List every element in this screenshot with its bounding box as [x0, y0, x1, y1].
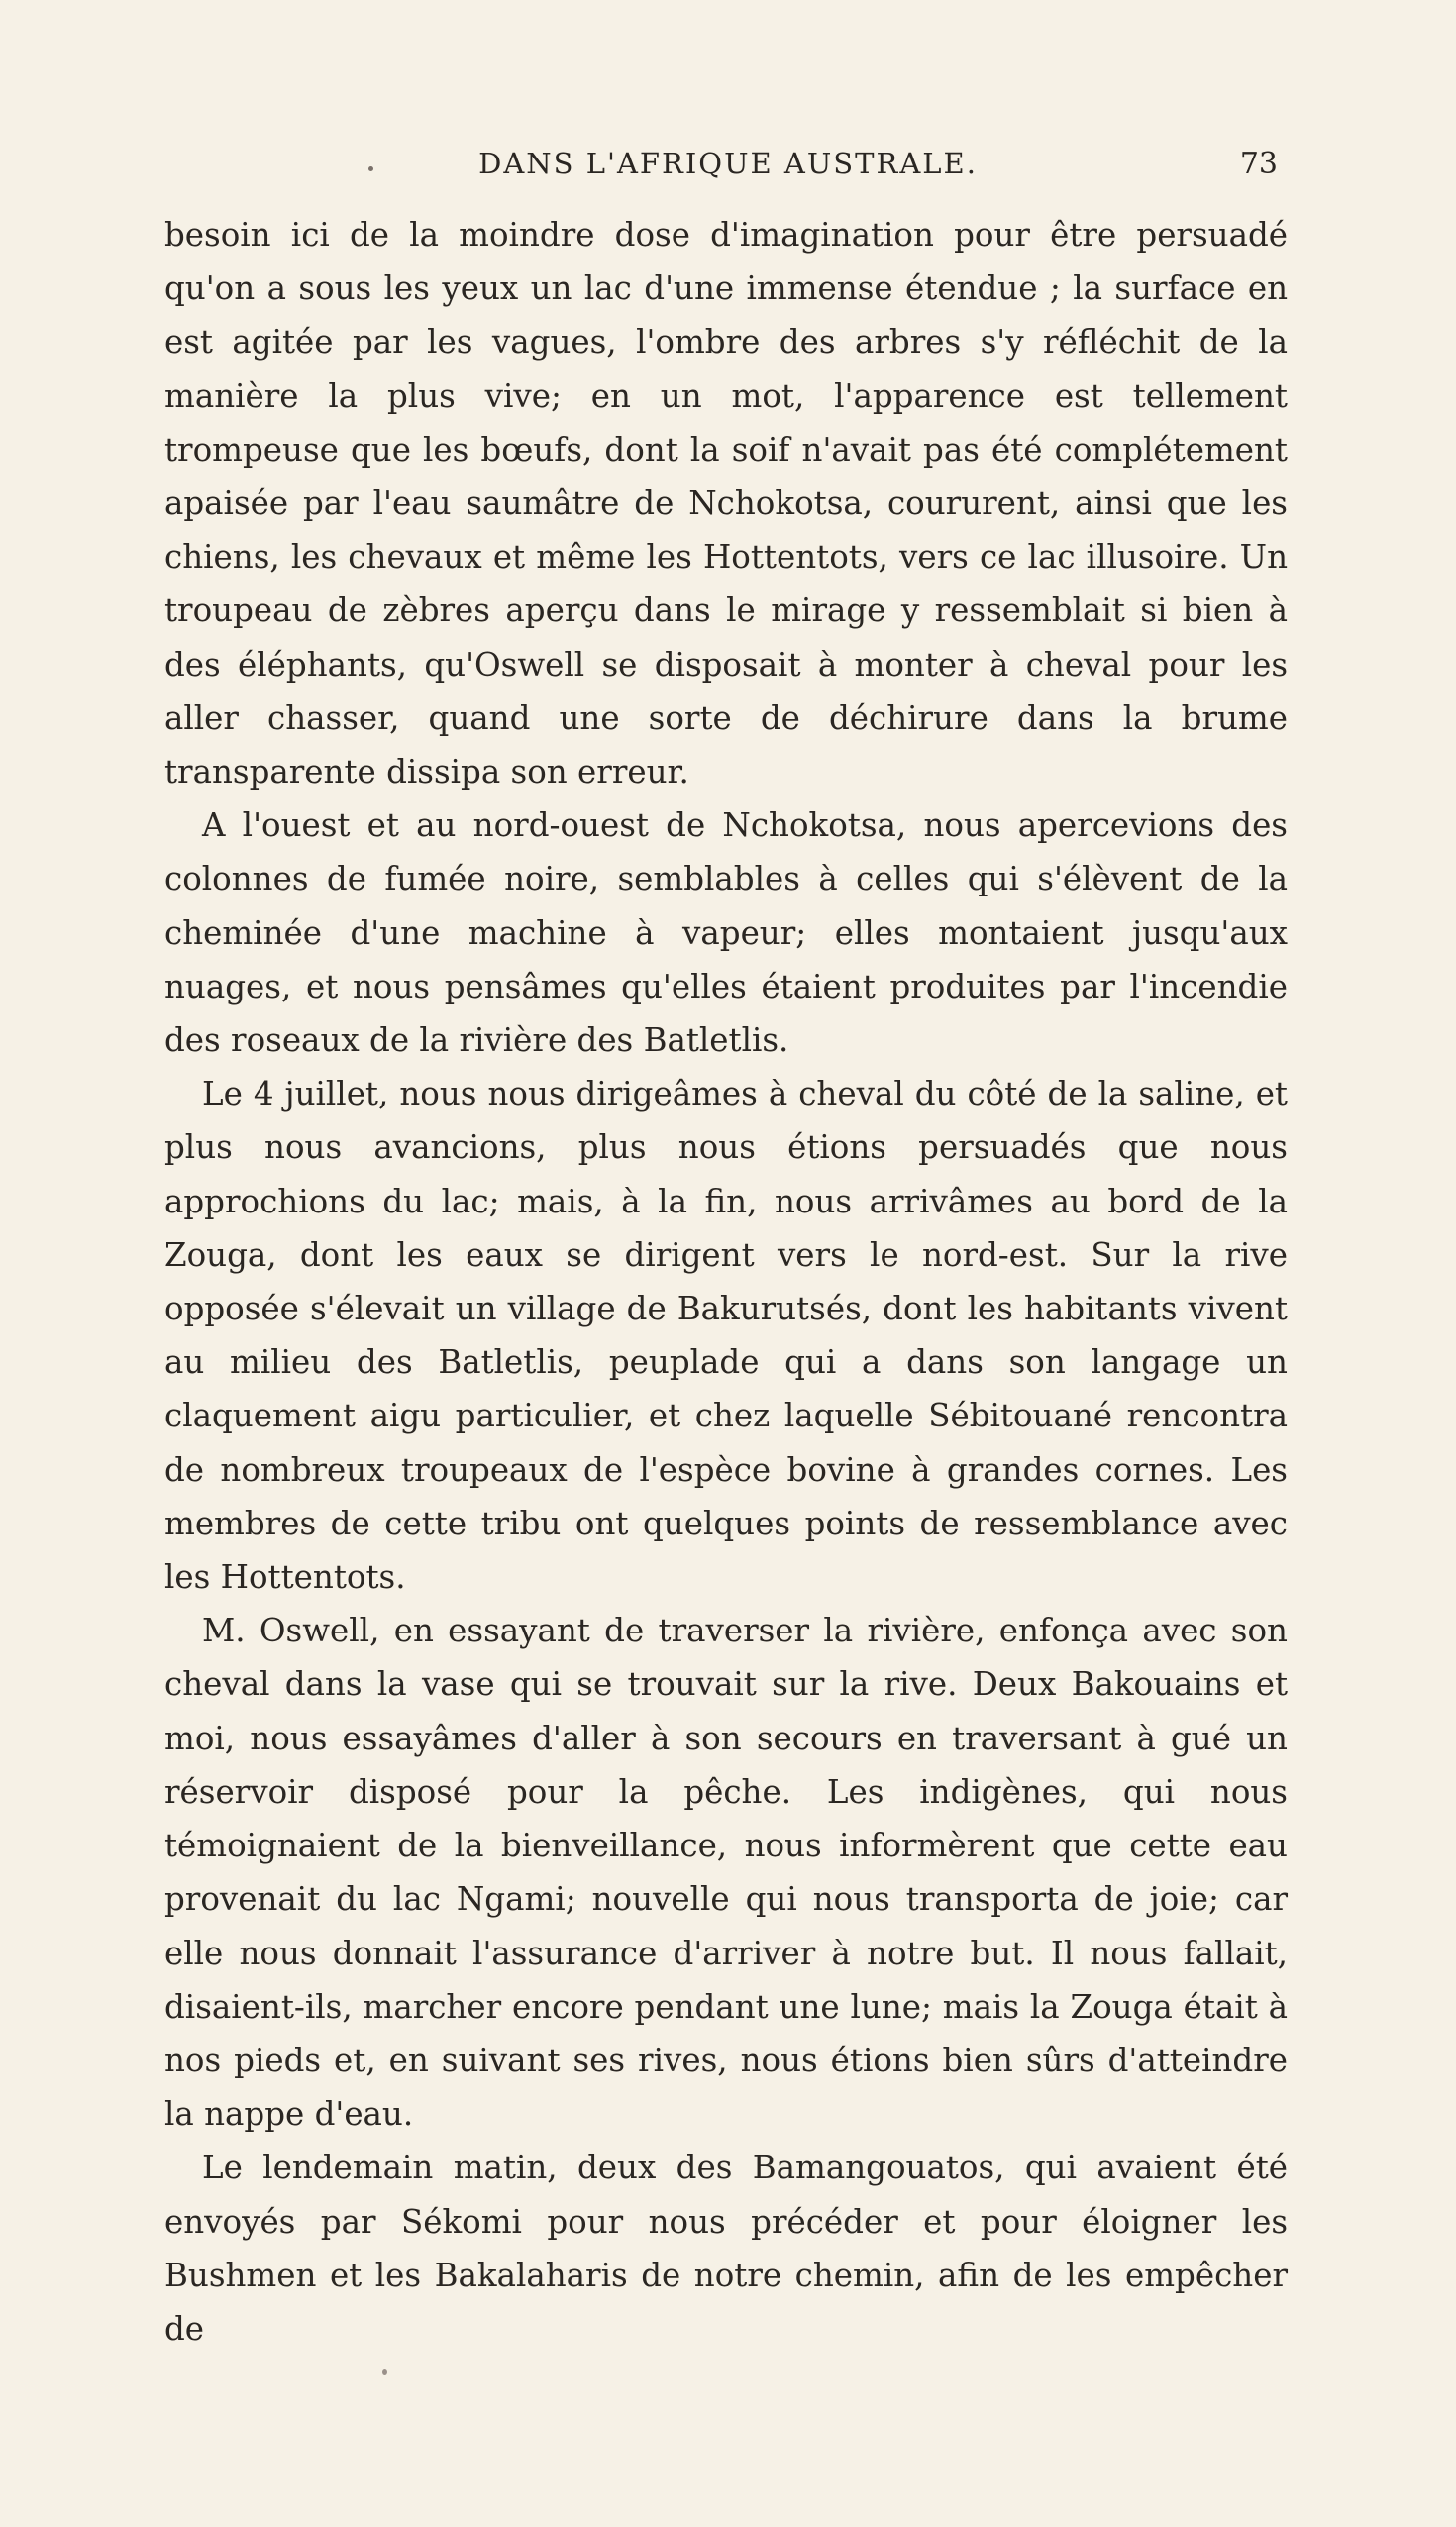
body-text: [164, 208, 1288, 2356]
running-title: DANS L'AFRIQUE AUSTRALE.: [478, 147, 978, 180]
running-head: [0, 147, 1456, 186]
paragraph: Le lendemain matin, deux des Bamangouatos, qui avaient été envoyés par Sékomi pour nous précéder et pour éloigner les Bushmen et les Bakalaharis de notre chemin, afin de les empêcher de: [164, 2149, 1288, 2348]
page-number: 73: [1239, 147, 1278, 181]
paragraph: M. Oswell, en essayant de traverser la rivière, enfonça avec son cheval dans la vase qui se trouvait sur la rive. Deux Bakouains et moi, nous essayâmes d'aller à son secours en traversant à gué un réservoir disposé pour la pêche. Les indigènes, qui nous témoignaient de la bienveillance, nous informèrent que cette eau provenait du lac Ngami; nouvelle qui nous transporta de joie; car elle nous donnait l'assurance d'arriver à notre but. Il nous fallait, disaient-ils, marcher encore pendant une lune; mais la Zouga était à nos pieds et, en suivant ses rives, nous étions bien sûrs d'atteindre la nappe d'eau.: [164, 1612, 1288, 2134]
paragraph: besoin ici de la moindre dose d'imagination pour être persuadé qu'on a sous les yeux un lac d'une immense étendue ; la surface en est agitée par les vagues, l'ombre des arbres s'y réfléchit de la manière la plus vive; en un mot, l'apparence est tellement trompeuse que les bœufs, dont la soif n'avait pas été complétement apaisée par l'eau saumâtre de Nchokotsa, coururent, ainsi que les chiens, les chevaux et même les Hottentots, vers ce lac illusoire. Un troupeau de zèbres aperçu dans le mirage y ressemblait si bien à des éléphants, qu'Oswell se disposait à monter à cheval pour les aller chasser, quand une sorte de déchirure dans la brume transparente dissipa son erreur.: [164, 216, 1288, 791]
paragraph: Le 4 juillet, nous nous dirigeâmes à cheval du côté de la saline, et plus nous avancions, plus nous étions persuadés que nous approchions du lac; mais, à la fin, nous arrivâmes au bord de la Zouga, dont les eaux se dirigent vers le nord-est. Sur la rive opposée s'élevait un village de Bakurutsés, dont les habitants vivent au milieu des Batletlis, peuplade qui a dans son langage un claquement aigu particulier, et chez laquelle Sébitouané rencontra de nombreux troupeaux de l'espèce bovine à grandes cornes. Les membres de cette tribu ont quelques points de ressemblance avec les Hottentots.: [164, 1075, 1288, 1597]
paragraph: A l'ouest et au nord-ouest de Nchokotsa, nous apercevions des colonnes de fumée noire, semblables à celles qui s'élèvent de la cheminée d'une machine à vapeur; elles montaient jusqu'aux nuages, et nous pensâmes qu'elles étaient produites par l'incendie des roseaux de la rivière des Batletlis.: [164, 806, 1288, 1060]
ink-speck: [382, 2369, 387, 2375]
